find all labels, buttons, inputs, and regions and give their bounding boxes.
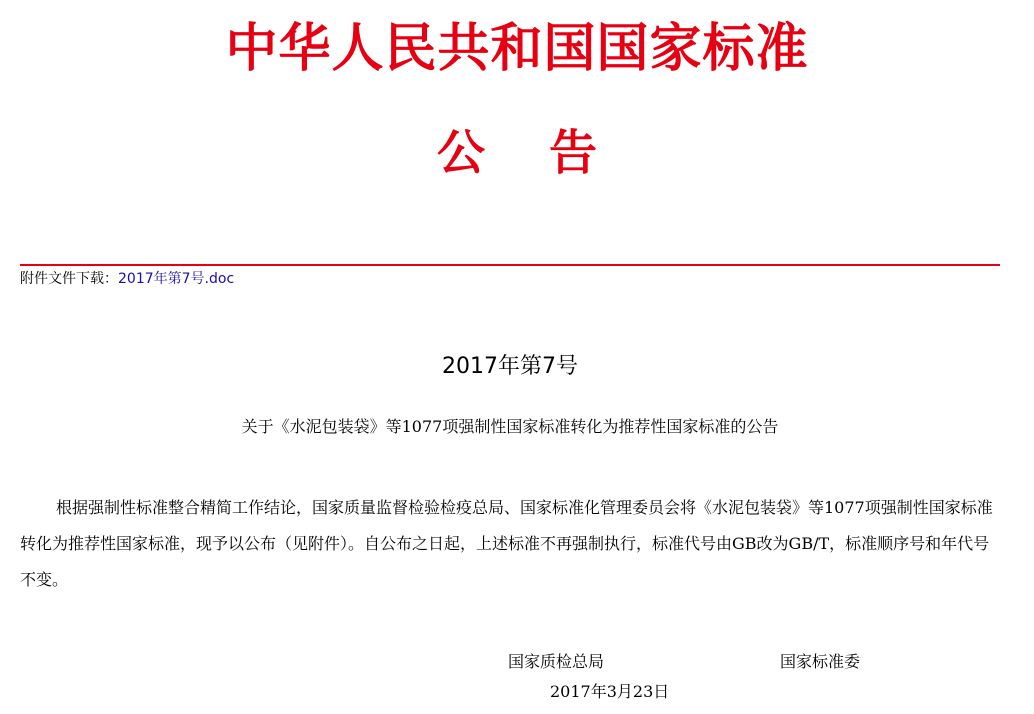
header-title: 中华人民共和国国家标准 xyxy=(225,18,809,79)
issue-date: 2017年3月23日 xyxy=(550,682,670,701)
notice-body: 根据强制性标准整合精简工作结论，国家质量监督检验检疫总局、国家标准化管理委员会将《水泥包装袋》等1077项强制性国家标准转化为推荐性国家标准，现予以公布（见附件）。自公布之日起，上述标准不再强制执行，标准代号由GB改为GB/T，标准顺序号和年代号不变。 xyxy=(20,498,993,589)
notice-number: 2017年第7号 xyxy=(442,354,578,379)
attachment-label: 附件文件下载： xyxy=(20,271,118,287)
attachment-row xyxy=(20,268,234,290)
header-divider xyxy=(20,264,1000,266)
attachment-download-link[interactable]: 2017年第7号.doc xyxy=(118,271,235,287)
issuer-aqsiq: 国家质检总局 xyxy=(508,652,605,671)
issuer-sac: 国家标准委 xyxy=(780,652,861,671)
header-subtitle: 公告 xyxy=(436,125,661,181)
notice-title: 关于《水泥包装袋》等1077项强制性国家标准转化为推荐性国家标准的公告 xyxy=(241,417,779,436)
